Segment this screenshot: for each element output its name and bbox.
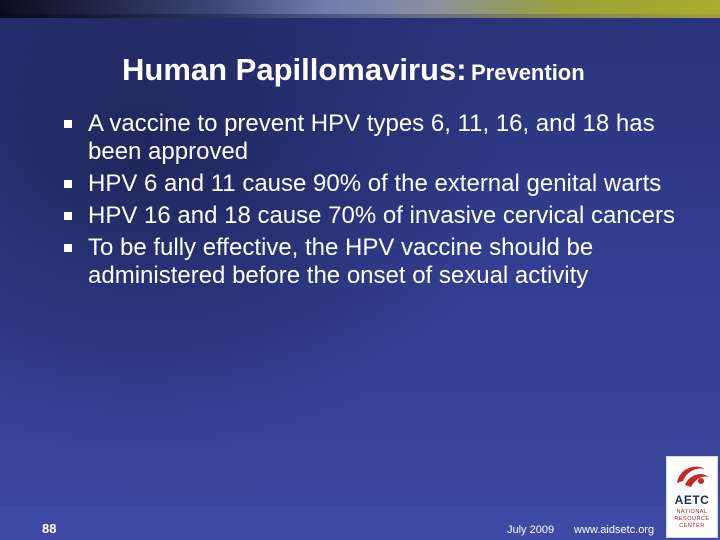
- bullet-text: A vaccine to prevent HPV types 6, 11, 16, and 18 has been approved: [88, 110, 655, 165]
- page-number: 88: [42, 521, 57, 536]
- bullet-item: [60, 234, 680, 290]
- title-sub: Prevention: [470, 60, 585, 85]
- title-main: Human Papillomavirus:: [122, 52, 467, 87]
- bullet-item: [60, 110, 680, 166]
- square-bullet-icon: [64, 212, 72, 220]
- bullet-item: [60, 202, 680, 230]
- slide-title: [122, 52, 702, 88]
- footer-date: July 2009: [507, 524, 555, 536]
- footer-url[interactable]: www.aidsetc.org: [574, 524, 655, 536]
- square-bullet-icon: [64, 244, 72, 252]
- bullet-text: HPV 16 and 18 cause 70% of invasive cervical cancers: [88, 202, 675, 229]
- square-bullet-icon: [64, 180, 72, 188]
- bullet-text: To be fully effective, the HPV vaccine should be administered before the onset of sexual activity: [88, 234, 594, 289]
- bullet-text: HPV 6 and 11 cause 90% of the external genital warts: [88, 170, 662, 197]
- bullet-item: [60, 170, 680, 198]
- logo-subtitle-text: NATIONAL RESOURCE CENTER: [674, 509, 710, 529]
- logo-brand-text: AETC: [674, 493, 710, 507]
- square-bullet-icon: [64, 120, 72, 128]
- aetc-logo-mark-icon: [671, 461, 715, 491]
- top-decorative-band: [0, 0, 720, 18]
- bullet-list: [60, 110, 680, 294]
- aetc-logo: [666, 456, 718, 538]
